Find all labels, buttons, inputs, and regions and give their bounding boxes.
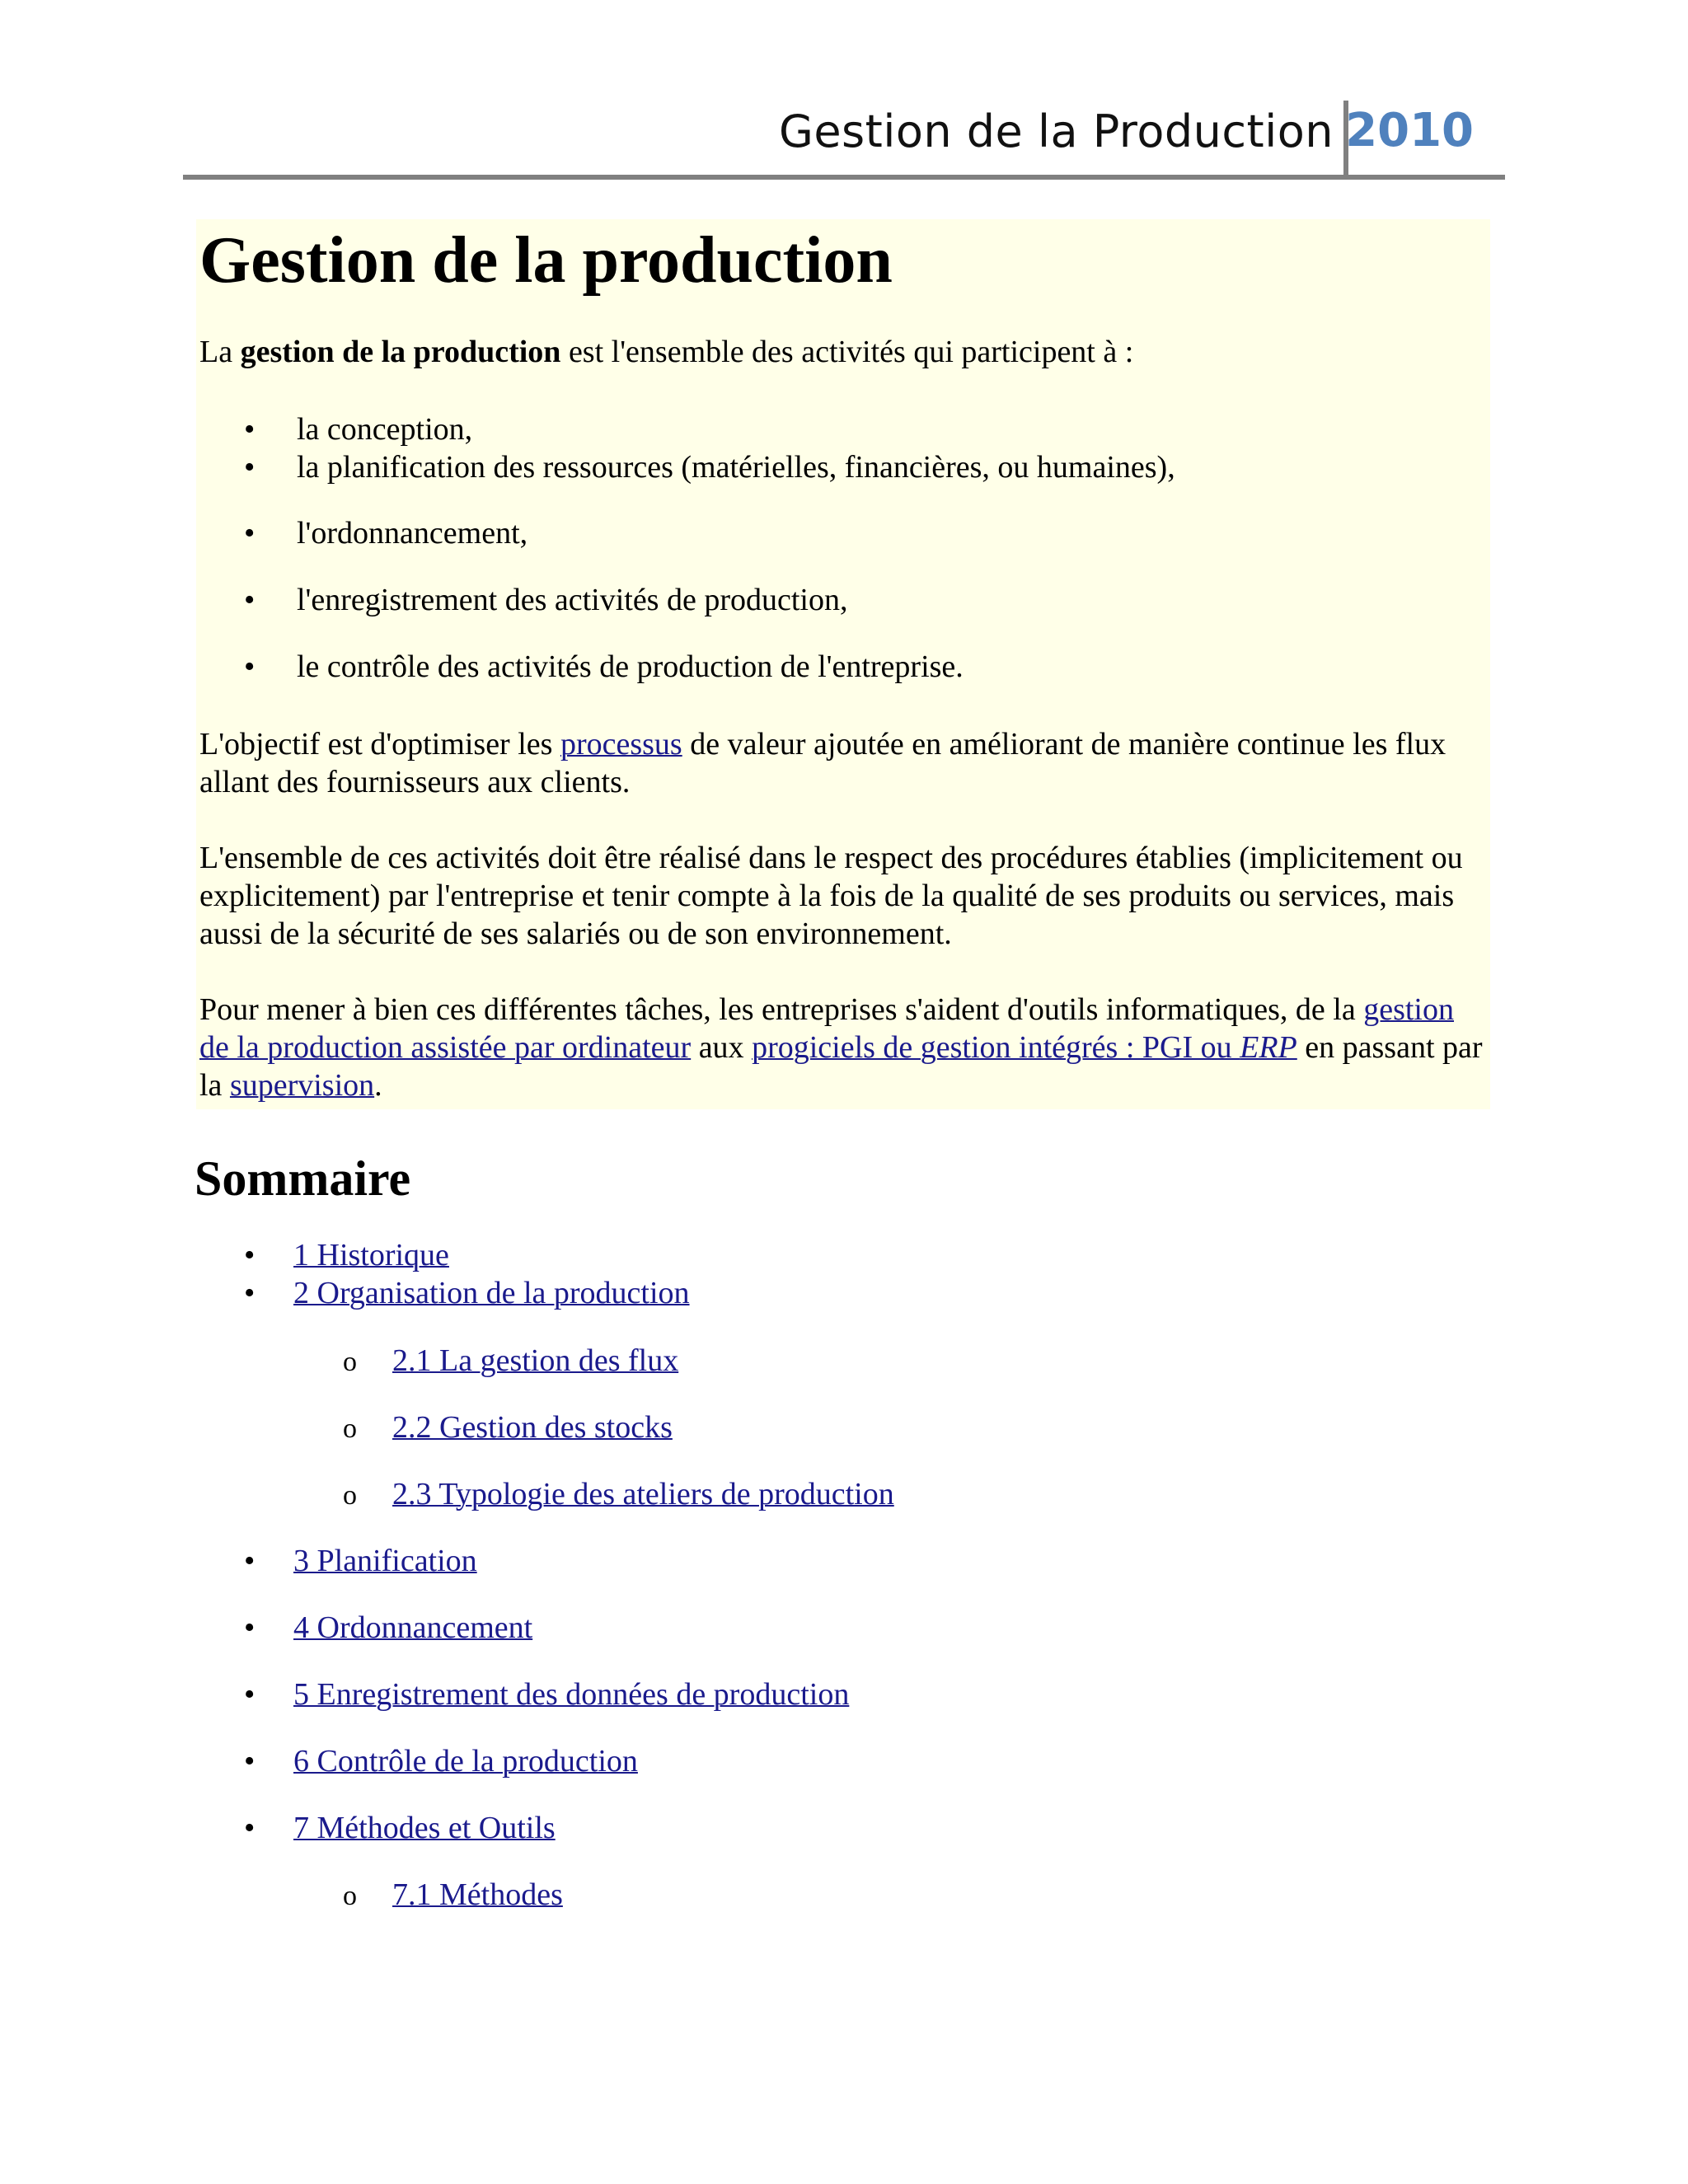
toc-link-enregistrement[interactable]: 5 Enregistrement des données de production	[293, 1677, 850, 1712]
page-title: Gestion de la production	[199, 224, 893, 297]
lead-suffix: est l'ensemble des activités qui participent à :	[560, 335, 1134, 369]
procedures-paragraph: L'ensemble de ces activités doit être réalisé dans le respect des procédures établies (implicitement ou explicitement) par l'entreprise et tenir compte à la fois de la qualité de ses produits ou services, mais aussi de la sécurité de ses salariés ou de son environnement.	[199, 841, 1463, 951]
pgi-erp-link[interactable]: progiciels de gestion intégrés : PGI ou ERP	[752, 1030, 1297, 1065]
lead-prefix: La	[199, 335, 241, 369]
toc-link-organisation[interactable]: 2 Organisation de la production	[293, 1276, 690, 1310]
processus-link[interactable]: processus	[560, 727, 682, 762]
toc-link-methodes-outils[interactable]: 7 Méthodes et Outils	[293, 1811, 556, 1845]
toc-link-methodes[interactable]: 7.1 Méthodes	[392, 1877, 563, 1912]
gpao-link[interactable]: gestion de la production assistée par ordinateur	[199, 992, 1454, 1065]
tools-paragraph: Pour mener à bien ces différentes tâches, les entreprises s'aident d'outils informatiques, de la gestion de la production assistée par ordinateur aux progiciels de gestion intégrés : PGI ou ERP en passant par la supervision.	[199, 992, 1483, 1103]
header-rule	[183, 175, 1505, 180]
header-year: 2010	[1345, 104, 1474, 157]
page-header	[183, 97, 1505, 180]
header-title: Gestion de la Production	[778, 105, 1334, 157]
toc-link-planification[interactable]: 3 Planification	[293, 1544, 477, 1578]
lead-paragraph	[199, 333, 1485, 371]
intro-section: Gestion de la production La gestion de la production est l'ensemble des activités qui participent à : la conception, la planification des ressources (matérielles, financières, ou humaines), l'ordonnancement, l'enregistrement des activités de production, le contrôle des activités de production de l'entreprise. L'objectif est d'optimiser les processus de valeur ajoutée en améliorant de manière continue les flux allant des fournisseurs aux clients. L'ensemble de ces activités doit être réalisé dans le respect des procédures établies (implicitement ou explicitement) par l'entreprise et tenir compte à la fois de la qualité de ses produits ou services, mais aussi de la sécurité de ses salariés ou de son environnement. Pour mener à bien ces différentes tâches, les entreprises s'aident d'outils informatiques, de la gestion de la production assistée par ordinateur aux progiciels de gestion intégrés : PGI ou ERP en passant par la supervision.	[196, 219, 1490, 1109]
toc-link-ordonnancement[interactable]: 4 Ordonnancement	[293, 1610, 533, 1645]
supervision-link[interactable]: supervision	[229, 1068, 375, 1103]
objective-paragraph: L'objectif est d'optimiser les processus de valeur ajoutée en améliorant de manière continue les flux allant des fournisseurs aux clients.	[199, 727, 1447, 799]
lead-bold: gestion de la production	[240, 335, 561, 369]
toc-link-gestion-stocks[interactable]: 2.2 Gestion des stocks	[392, 1410, 673, 1445]
toc-link-controle[interactable]: 6 Contrôle de la production	[293, 1744, 638, 1779]
toc-link-historique[interactable]: 1 Historique	[293, 1238, 449, 1272]
toc-link-gestion-flux[interactable]: 2.1 La gestion des flux	[392, 1343, 679, 1378]
toc-link-typologie[interactable]: 2.3 Typologie des ateliers de production	[392, 1477, 894, 1511]
sommaire-title: Sommaire	[195, 1151, 411, 1206]
